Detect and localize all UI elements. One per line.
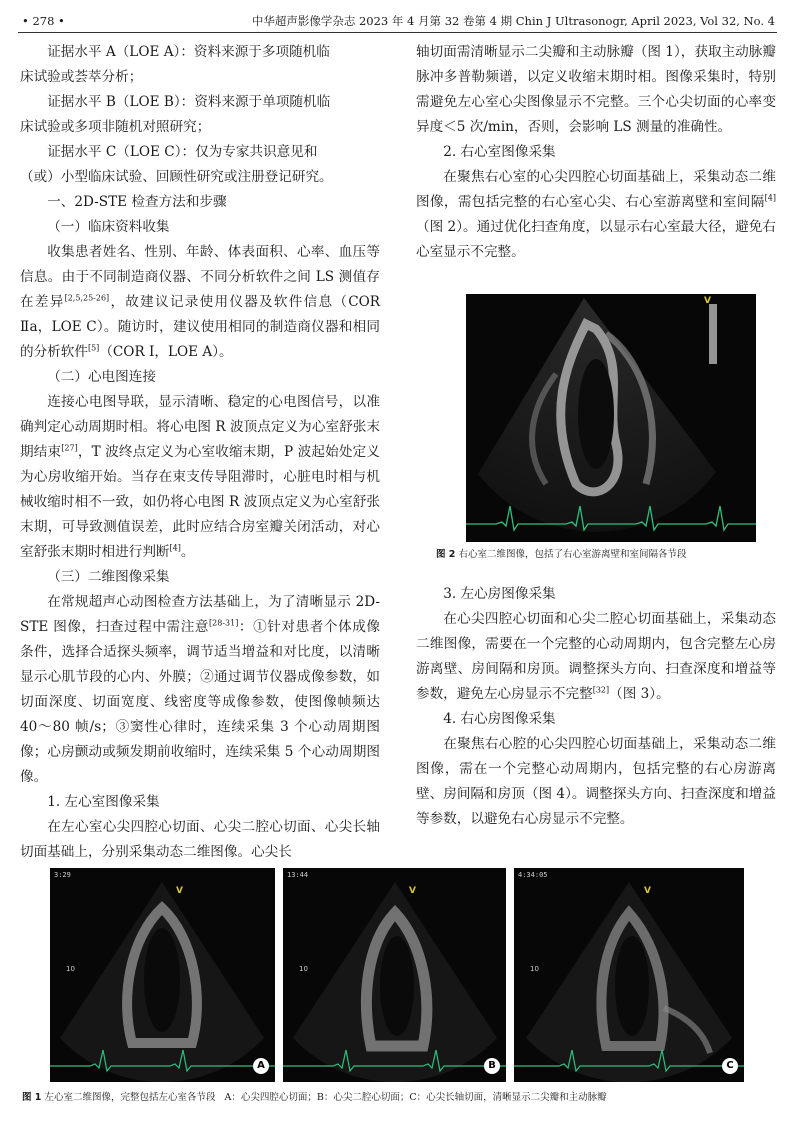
figure-1-caption [22, 1090, 782, 1106]
heading-lv-acquisition: 1. 左心室图像采集 [47, 794, 160, 810]
reference-citation: [27] [61, 443, 78, 453]
heading-ra-acquisition: 4. 右心房图像采集 [443, 711, 556, 727]
reference-citation: [5] [87, 343, 100, 353]
figure-1-label: 图 1 [22, 1092, 42, 1103]
figure-2-caption-text: 右心室二维图像，包括了右心室游离壁和室间隔各节段 [458, 549, 687, 560]
section-heading-1: 一、2D-STE 检查方法和步骤 [47, 194, 227, 210]
paragraph-imaging: 在常规超声心动图检查方法基础上，为了清晰显示 2D-STE 图像，扫查过程中需注意[28-31]：①针对患者个体成像条件，选择合适探头频率，调节适当增益和对比度，以清晰显示心肌节段的心内、外膜；②通过调节仪器成像参数，如切面深度、切面宽度、线密度等成像参数，使图像帧频达 40～80 帧/s；③窦性心律时，连续采集 3 个心动周期图像；心房颤动或频发期前收缩时，连续采集 5 个心动周期图像。 [20, 594, 381, 785]
panel-label-b: B [484, 1058, 500, 1074]
figure-1-panel-a [50, 868, 275, 1082]
subsection-heading-imaging: （三）二维图像采集 [47, 569, 170, 585]
right-column [416, 40, 776, 265]
reference-citation: [4] [764, 193, 776, 203]
right-column-lower [416, 582, 776, 832]
journal-citation: 中华超声影像学杂志 2023 年 4 月第 32 卷第 4 期 Chin J Ultrasonogr, April 2023, Vol 32, No. 4 [251, 14, 775, 28]
subsection-heading-clinical: （一）临床资料收集 [47, 219, 170, 235]
depth-scale: 10 [299, 965, 308, 973]
paragraph-lv-continued: 轴切面需清晰显示二尖瓣和主动脉瓣（图 1），获取主动脉瓣脉冲多普勒频谱，以定义收缩末期时相。图像采集时，特别需避免左心室心尖图像显示不完整。三个心尖切面的心率变异度＜5 次/min，否则，会影响 LS 测量的准确性。 [416, 44, 776, 135]
loe-b-line-2: 床试验或多项非随机对照研究； [20, 119, 211, 135]
rv-ultrasound-image [466, 294, 756, 542]
loe-c-line-2: （或）小型临床试验、回顾性研究或注册登记研究。 [20, 169, 333, 185]
probe-marker-icon: V [409, 886, 416, 896]
panel-label-c: C [722, 1058, 738, 1074]
paragraph-lv-acquisition: 在左心室心尖四腔心切面、心尖二腔心切面、心尖长轴切面基础上，分别采集动态二维图像。心尖长 [20, 819, 380, 860]
figure-2-echo-image [466, 294, 756, 542]
probe-marker-icon: V [176, 886, 183, 896]
reference-citation: [4] [169, 543, 181, 553]
paragraph-ra-acquisition: 在聚焦右心腔的心尖四腔心切面基础上，采集动态二维图像，需在一个完整心动周期内，包括完整的右心房游离壁、房间隔和房顶（图 4）。调整探头方向、扫查深度和增益等参数，以避免右心房显示不完整。 [416, 736, 776, 827]
figure-1-caption-text: 左心室二维图像，完整包括左心室各节段 [44, 1092, 216, 1103]
acquisition-time: 3:29 [54, 871, 71, 879]
reference-citation: [2,5,25-26] [64, 293, 110, 303]
paragraph-clinical-data: 收集患者姓名、性别、年龄、体表面积、心率、血压等信息。由于不同制造商仪器、不同分析软件之间 LS 测值存在差异[2,5,25-26]，故建议记录使用仪器及软件信息（COR Ⅱa，LOE C）。随访时，建议使用相同的制造商仪器和相同的分析软件[5]（COR Ⅰ，LOE A）。 [20, 244, 381, 360]
probe-marker-icon: V [704, 296, 711, 306]
page-number: • 278 • [22, 14, 65, 28]
probe-marker-icon: V [644, 886, 651, 896]
heading-rv-acquisition: 2. 右心室图像采集 [443, 144, 556, 160]
page-header [18, 10, 777, 33]
paragraph-ecg: 连接心电图导联，显示清晰、稳定的心电图信号，以准确判定心动周期时相。将心电图 R 波顶点定义为心室舒张末期结束[27]，T 波终点定义为心室收缩末期，P 波起始处定义为心房收缩开始。当存在束支传导阻滞时，心脏电时相与机械收缩时相不一致，如仍将心电图 R 波顶点定义为心室舒张末期，可导致测值误差，此时应结合房室瓣关闭活动，对心室舒张末期时相进行判断[4]。 [20, 394, 381, 560]
reference-citation: [32] [592, 685, 610, 695]
loe-c-line-1: 证据水平 C（LOE C）：仅为专家共识意见和 [47, 144, 318, 160]
subsection-heading-ecg: （二）心电图连接 [47, 369, 156, 385]
left-column [20, 40, 380, 865]
panel-label-a: A [253, 1058, 269, 1074]
loe-a-line-2: 床试验或荟萃分析； [20, 69, 143, 85]
depth-scale: 10 [530, 965, 539, 973]
figure-1-caption-detail: A：心尖四腔心切面；B：心尖二腔心切面；C：心尖长轴切面，清晰显示二尖瓣和主动脉瓣 [224, 1092, 607, 1103]
loe-b-line-1: 证据水平 B（LOE B）：资料来源于单项随机临 [47, 94, 331, 110]
depth-scale: 10 [66, 965, 75, 973]
acquisition-time: 13:44 [287, 871, 309, 879]
figure-2-label: 图 2 [436, 549, 456, 560]
acquisition-time: 4:34:05 [518, 871, 548, 879]
paragraph-la-acquisition: 在心尖四腔心切面和心尖二腔心切面基础上，采集动态二维图像，需要在一个完整的心动周期内，包含完整左心房游离壁、房间隔和房顶。调整探头方向、扫查深度和增益等参数，避免左心房显示不完整[32]（图 3）。 [416, 611, 776, 702]
heading-la-acquisition: 3. 左心房图像采集 [443, 586, 556, 602]
figure-2-caption [436, 547, 786, 563]
figure-1-panel-c [514, 868, 744, 1082]
paragraph-rv-acquisition: 在聚焦右心室的心尖四腔心切面基础上，采集动态二维图像，需包括完整的右心室心尖、右心室游离壁和室间隔[4]（图 2）。通过优化扫查角度，以显示右心室最大径，避免右心室显示不完整。 [416, 169, 776, 260]
reference-citation: [28-31] [209, 618, 239, 628]
loe-a-line-1: 证据水平 A（LOE A）：资料来源于多项随机临 [47, 44, 330, 60]
figure-1-panel-b [283, 868, 506, 1082]
